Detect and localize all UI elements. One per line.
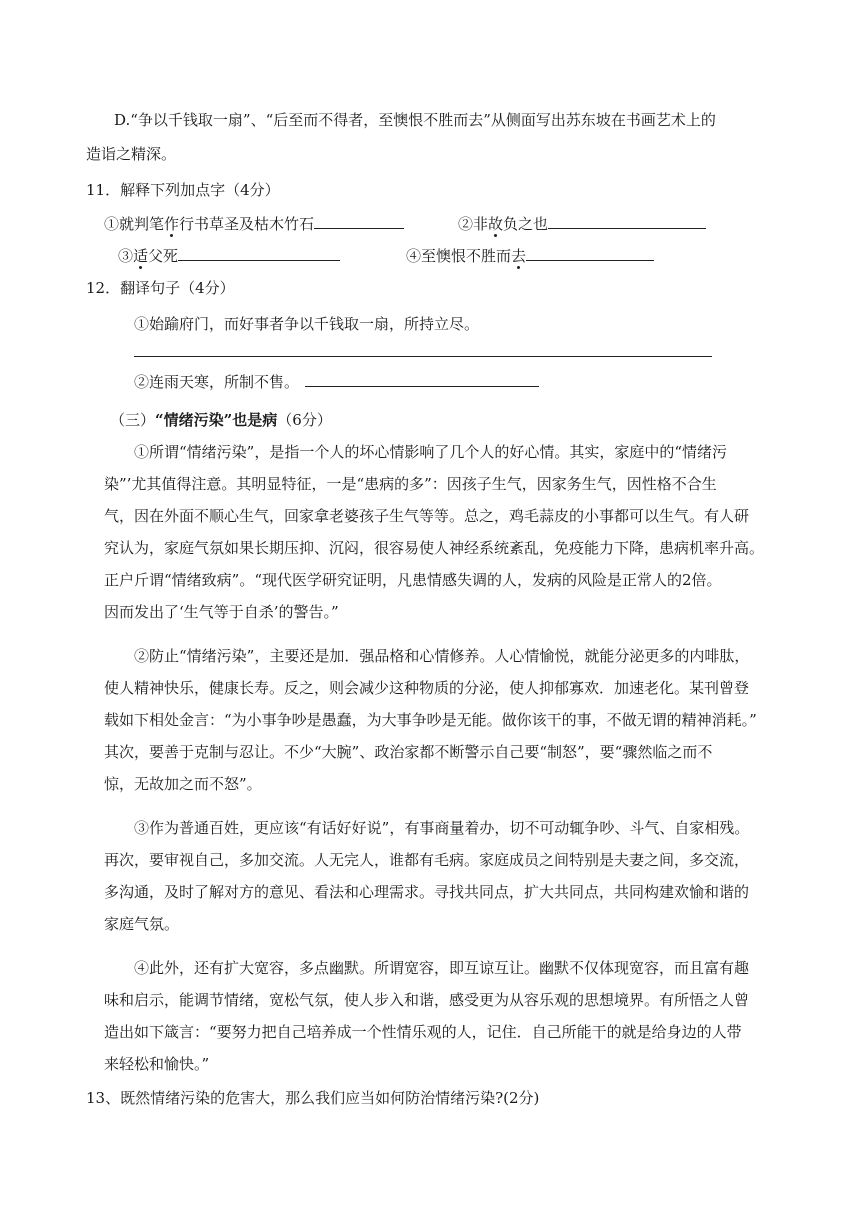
q11-item-1 xyxy=(104,212,404,234)
q11-item-1-text-pre: ①就判笔 xyxy=(104,215,165,233)
q12-sentence-2-text: ②连雨天寒，所制不售。 xyxy=(134,373,300,391)
q11-item-2-text-post: 负之也 xyxy=(503,215,549,233)
para-1-line: ①所谓“情绪污染”，是指一个人的坏心情影响了几个人的好心情。其实，家庭中的“情绪污 xyxy=(134,443,728,461)
para-2-line: ②防止“情绪污染”，主要还是加．强品格和心情修养。人心情愉悦，就能分泌更多的内啡肽， xyxy=(134,647,750,665)
q12-sentence-1-answer-line[interactable] xyxy=(134,356,712,357)
para-2-line: 惊，无故加之而不怒”。 xyxy=(104,775,262,793)
q11-item-2-text-pre: ②非 xyxy=(458,215,489,233)
section-3-score: （6分） xyxy=(277,411,332,429)
para-3-line: ③作为普通百姓，更应该“有话好好说”，有事商量着办，切不可动辄争吵、斗气、自家相残。 xyxy=(134,819,750,837)
para-2-line: 使人精神快乐，健康长寿。反之，则会减少这种物质的分泌，使人抑郁寡欢．加速老化。某刊曾登 xyxy=(104,679,750,697)
q11-item-3 xyxy=(118,244,340,266)
para-4-line: ④此外，还有扩大宽容，多点幽默。所谓宽容，即互谅互让。幽默不仅体现宽容，而且富有趣 xyxy=(134,959,750,977)
para-1-line: 气，因在外面不顺心生气，回家拿老婆孩子生气等等。总之，鸡毛蒜皮的小事都可以生气。有人研 xyxy=(104,507,750,525)
q11-item-3-text-pre: ③ xyxy=(118,247,134,265)
q12-sentence-2-answer-blank[interactable] xyxy=(305,370,539,387)
q11-item-3-answer-blank[interactable] xyxy=(178,244,340,261)
section-3-heading xyxy=(110,410,332,430)
q11-title: 11．解释下列加点字（4分） xyxy=(86,181,280,199)
para-4-line: 味和启示，能调节情绪，宽松气氛，使人步入和谐，感受更为从容乐观的思想境界。有所悟之人曾 xyxy=(104,991,750,1009)
q11-item-2 xyxy=(458,212,706,234)
para-3-line: 再次，要审视自己，多加交流。人无完人，谁都有毛病。家庭成员之间特别是夫妻之间，多交流， xyxy=(104,851,750,869)
para-1-line: 正户斤谓“情绪致病”。“现代医学研究证明，凡患情感失调的人，发病的风险是正常人的2倍。 xyxy=(104,571,722,589)
q11-item-4 xyxy=(406,244,654,266)
q12-sentence-1: ①始踰府门，而好事者争以千钱取一扇，所持立尽。 xyxy=(134,315,480,333)
q11-item-1-text-post: 行书草圣及枯木竹石 xyxy=(179,215,315,233)
q13-title: 13、既然情绪污染的危害大，那么我们应当如何防治情绪污染?(2分) xyxy=(86,1089,540,1107)
para-1-line: 染”’尤其值得注意。其明显特征，一是“患病的多”：因孩子生气，因家务生气，因性格不合生 xyxy=(104,475,717,493)
q10-option-d-line1: D.“争以千钱取一扇”、“后至而不得者，至懊恨不胜而去”从侧面写出苏东坡在书画艺术上的 xyxy=(114,111,716,129)
section-3-title: “情绪污染”也是病 xyxy=(155,411,278,429)
q12-sentence-2 xyxy=(134,370,539,392)
para-4-line: 来轻松和愉快。” xyxy=(104,1055,210,1073)
para-4-line: 造出如下箴言：“要努力把自己培养成一个性情乐观的人，记住．自己所能干的就是给身边的人带 xyxy=(104,1023,742,1041)
q11-item-4-text-pre: ④至懊恨不胜而 xyxy=(406,247,512,265)
para-1-line: 究认为，家庭气氛如果长期压抑、沉闷，很容易使人神经系统紊乱，免疫能力下降，患病机率升高。 xyxy=(104,539,765,557)
q11-item-1-dotted-char: 作 xyxy=(164,215,180,233)
para-3-line: 家庭气氛。 xyxy=(104,915,180,933)
para-1-line: 因而发出了‘生气等于自杀’的警告。” xyxy=(104,603,339,621)
para-2-line: 载如下相处金言：“为小事争吵是愚蠢，为大事争吵是无能。做你该干的事，不做无谓的精神消耗。” xyxy=(104,711,757,729)
para-3-line: 多沟通，及时了解对方的意见、看法和心理需求。寻找共同点，扩大共同点，共同构建欢愉和谐的 xyxy=(104,883,750,901)
q11-item-2-dotted-char: 故 xyxy=(488,215,504,233)
q10-option-d-line2: 造诣之精深。 xyxy=(86,145,177,163)
q11-item-4-answer-blank[interactable] xyxy=(526,244,654,261)
q11-item-3-dotted-char: 适 xyxy=(133,247,149,265)
q11-item-1-answer-blank[interactable] xyxy=(314,212,404,229)
q12-title: 12．翻译句子（4分） xyxy=(86,279,235,297)
q11-item-3-text-post: 父死 xyxy=(148,247,179,265)
para-2-line: 其次，要善于克制与忍让。不少“大腕”、政治家都不断警示自己要“制怒”，要“骤然临之而不 xyxy=(104,743,713,761)
q11-item-4-dotted-char: 去 xyxy=(511,247,527,265)
section-3-prefix: （三） xyxy=(110,411,156,429)
q11-item-2-answer-blank[interactable] xyxy=(548,212,706,229)
